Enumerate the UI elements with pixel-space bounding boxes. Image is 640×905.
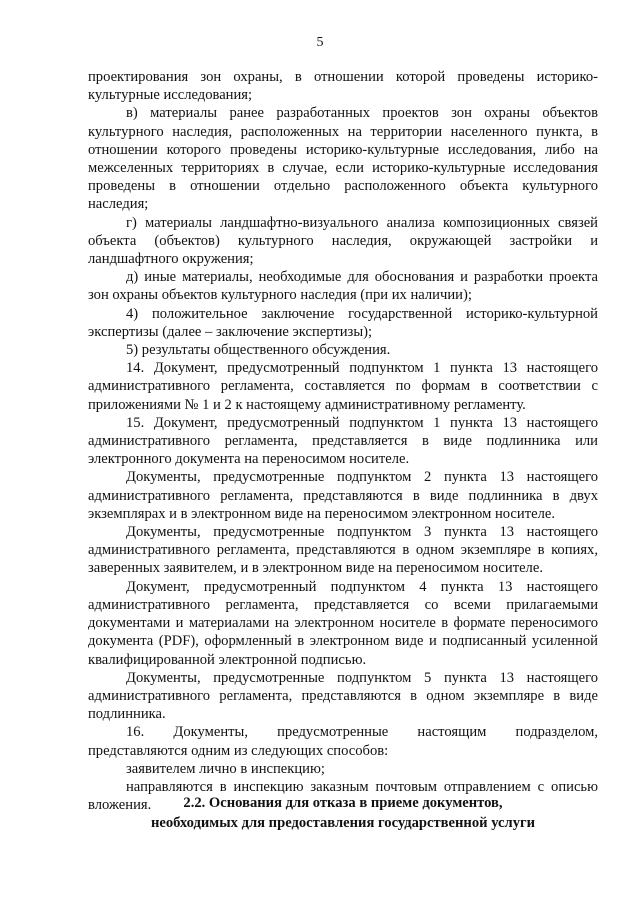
paragraph-subitem-2: Документы, предусмотренные подпунктом 2 пункта 13 настоящего административного регламента, представляются в виде подлинника в двух экземплярах и в электронном виде на переносимом электронном носителе.: [88, 469, 598, 522]
paragraph-15: 15. Документ, предусмотренный подпунктом 1 пункта 13 настоящего административного регламента, представляется в виде подлинника или электронного документа на переносимом носителе.: [88, 414, 598, 468]
paragraph-method-personal: заявителем лично в инспекцию;: [126, 760, 325, 777]
page-number: 5: [316, 35, 324, 50]
paragraph-item-d: д) иные материалы, необходимые для обоснования и разработки проекта зон охраны объектов культурного наследия (при их наличии);: [88, 269, 598, 304]
section-heading: [88, 793, 598, 833]
paragraph-item-4: 4) положительное заключение государственной историко-культурной экспертизы (далее – заключение экспертизы);: [88, 305, 598, 340]
paragraph-item-g: г) материалы ландшафтно-визуального анализа композиционных связей объекта (объектов) культурного наследия, окружающей застройки и ландшафтного окружения;: [88, 214, 598, 268]
section-heading-line-1: 2.2. Основания для отказа в приеме документов,: [183, 795, 503, 811]
paragraph-subitem-3: Документы, предусмотренные подпунктом 3 пункта 13 настоящего административного регламента, представляются в одном экземпляре в копиях, заверенных заявителем, и в электронном виде на переносимом носителе.: [88, 524, 598, 577]
paragraph-subitem-4: Документ, предусмотренный подпунктом 4 пункта 13 настоящего административного регламента, представляется со всеми прилагаемыми документами и материалами на электронном носителе в формате переносимого документа (PDF), оформленный в электронном виде и подписанный усиленной квалифицированной электронной подписью.: [88, 578, 598, 668]
document-body: [88, 68, 598, 814]
paragraph-continuation: проектирования зон охраны, в отношении которой проведены историко-культурные исследования;: [88, 69, 598, 104]
paragraph-method-mail: направляются в инспекцию заказным почтовым отправлением с описью вложения.: [88, 778, 598, 814]
paragraph-item-5: 5) результаты общественного обсуждения.: [126, 342, 391, 359]
section-heading-line-2: необходимых для предоставления государственной услуги: [150, 815, 536, 831]
paragraph-subitem-5: Документы, предусмотренные подпунктом 5 пункта 13 настоящего административного регламента, представляются в одном экземпляре в виде подлинника.: [88, 669, 598, 723]
paragraph-item-v: в) материалы ранее разработанных проектов зон охраны объектов культурного наследия, расположенных на территории населенного пункта, в отношении которого проведены историко-культурные исследования, либо на межселенных территориях в случае, если историко-культурные исследования проведены в отношении отдельно расположенного объекта культурного наследия;: [88, 105, 598, 213]
paragraph-16: 16. Документы, предусмотренные настоящим подразделом, представляются одним из следующих способов:: [88, 724, 598, 759]
paragraph-14: 14. Документ, предусмотренный подпунктом 1 пункта 13 настоящего административного регламента, составляется по формам в соответствии с приложениями № 1 и 2 к настоящему административному регламенту.: [88, 360, 598, 413]
